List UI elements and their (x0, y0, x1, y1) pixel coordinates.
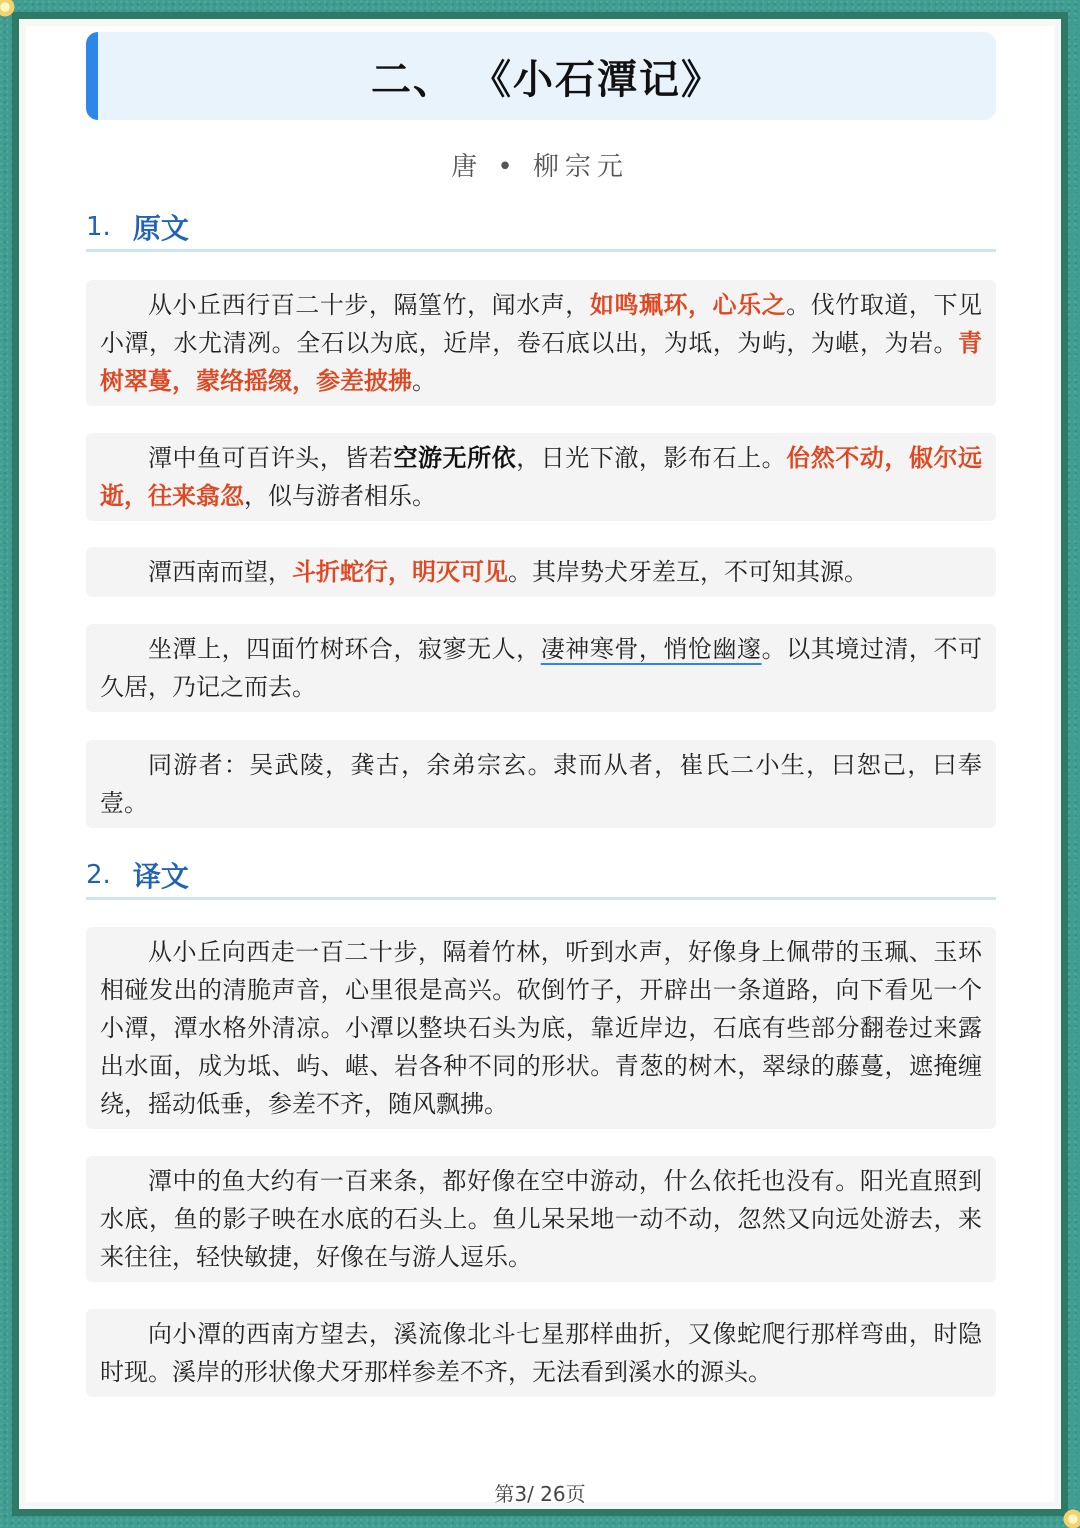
text: 从小丘向西走一百二十步，隔着竹林，听到水声，好像身上佩带的玉珮、玉环相碰发出的清脆声音，心里很是高兴。砍倒竹子，开辟出一条道路，向下看见一个小潭，潭水格外清凉。小潭以整块石头为底，靠近岸边，石底有些部分翻卷过来露出水面，成为坻、屿、嵁、岩各种不同的形状。青葱的树木，翠绿的藤蔓，遮掩缠绕，摇动低垂，参差不齐，随风飘拂。 (100, 938, 982, 1118)
original-paragraph-1 (86, 280, 996, 406)
text: 潭西南而望， (148, 558, 292, 586)
author-line: 唐 • 柳宗元 (451, 152, 629, 182)
highlight-text: 斗折蛇行，明灭可见 (292, 558, 508, 586)
section-number: 2. (86, 859, 111, 890)
translation-paragraph-2 (86, 1156, 996, 1282)
highlight-text: 青树翠蔓，蒙络摇缀，参差披拂 (100, 329, 982, 395)
section-number: 1. (86, 211, 111, 242)
bold-text: 空游无所依 (393, 444, 517, 472)
text: 向小潭的西南方望去，溪流像北斗七星那样曲折，又像蛇爬行那样弯曲，时隐时现。溪岸的形状像犬牙那样参差不齐，无法看到溪水的源头。 (100, 1320, 982, 1386)
text: 潭中鱼可百许头，皆若 (148, 444, 394, 472)
text: 。其岸势犬牙差互，不可知其源。 (508, 558, 868, 586)
text: 同游者：吴武陵，龚古，余弟宗玄。隶而从者，崔氏二小生，曰恕己，曰奉壹。 (100, 751, 982, 817)
text: 。以其境过清，不可久居，乃记之而去。 (100, 635, 983, 701)
page-number: 第3/ 26页 (494, 1482, 586, 1506)
underlined-text: 凄神寒骨，悄怆幽邃 (540, 635, 762, 663)
flower-decoration-icon (1062, 1508, 1080, 1528)
translation-paragraph-1 (86, 927, 996, 1129)
section-heading-original (86, 204, 996, 252)
original-paragraph-2 (86, 433, 996, 521)
document-page (26, 26, 1054, 1506)
original-paragraph-3 (86, 547, 996, 597)
section-label: 原文 (132, 211, 189, 245)
section-label: 译文 (132, 859, 189, 893)
highlight-text: 如鸣珮环，心乐之 (589, 291, 787, 319)
text: 潭中的鱼大约有一百来条，都好像在空中游动，什么依托也没有。阳光直照到水底，鱼的影子映在水底的石头上。鱼儿呆呆地一动不动，忽然又向远处游去，来来往往，轻快敏捷，好像在与游人逗乐。 (100, 1167, 982, 1271)
page-title: 二、 《小石潭记》 (371, 56, 723, 103)
translation-paragraph-3 (86, 1309, 996, 1397)
text: ，日光下澈，影布石上。 (516, 444, 787, 472)
text: ，似与游者相乐。 (244, 482, 436, 510)
text: 。伐竹取道，下见小潭，水尤清冽。全石以为底，近岸，卷石底以出，为坻，为屿，为嵁，为岩。 (100, 291, 983, 357)
section-heading-translation (86, 852, 996, 900)
title-banner (86, 32, 996, 120)
text: 坐潭上，四面竹树环合，寂寥无人， (148, 635, 541, 663)
text: 从小丘西行百二十步，隔篁竹，闻水声， (148, 291, 590, 319)
original-paragraph-4 (86, 624, 996, 712)
text: 。 (412, 367, 436, 395)
highlight-text: 佁然不动，俶尔远逝，往来翕忽 (100, 444, 983, 510)
original-paragraph-5 (86, 740, 996, 828)
